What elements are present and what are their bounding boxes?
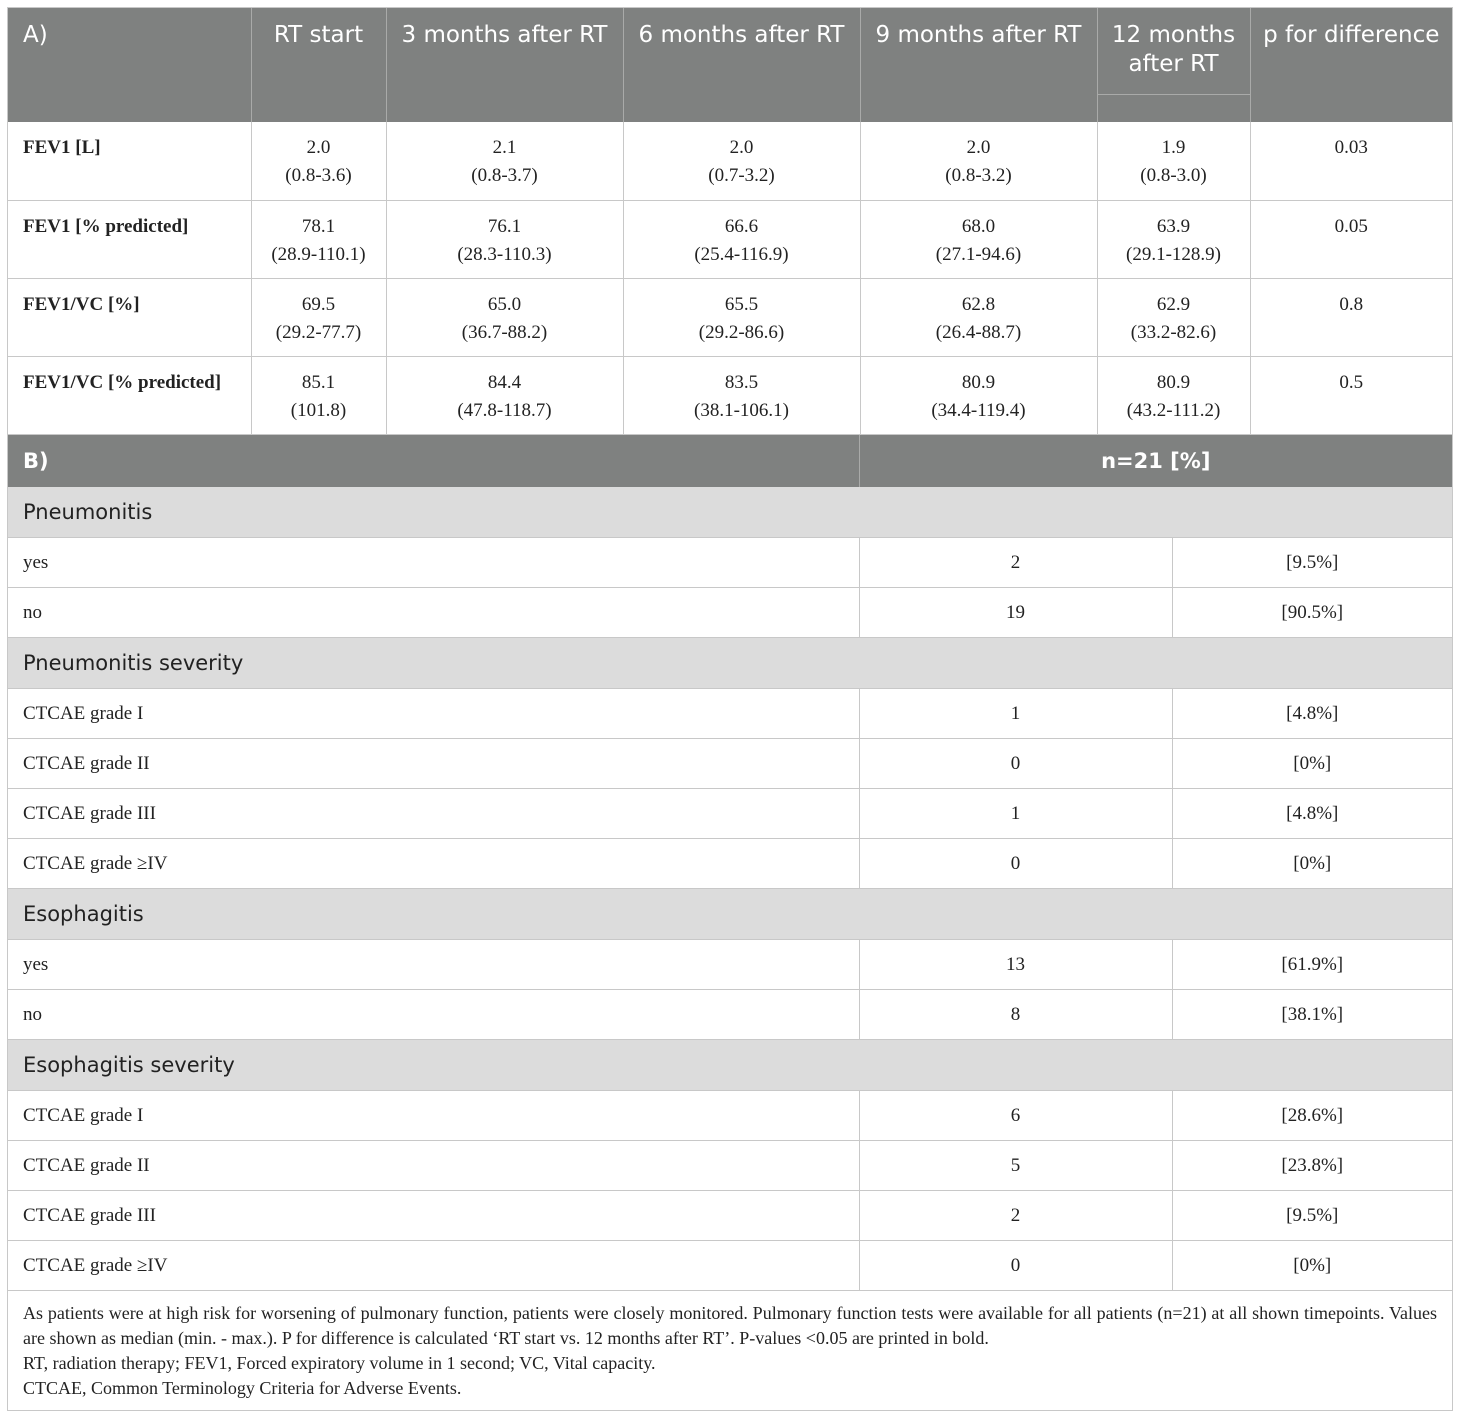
percent-cell: [38.1%]: [1172, 990, 1452, 1040]
table-row: [8, 356, 1452, 434]
range-value: (47.8-118.7): [457, 399, 552, 421]
section-title: Esophagitis severity: [8, 1040, 1452, 1091]
row-label: CTCAE grade ≥IV: [8, 1241, 859, 1291]
value-cell: [251, 356, 386, 434]
table-row: [8, 200, 1452, 278]
table-row: [8, 278, 1452, 356]
header-12-months-line2: after RT: [1128, 51, 1219, 77]
header-12-divider: [1098, 94, 1250, 95]
table-b-header-row: [8, 435, 1452, 487]
range-value: (28.3-110.3): [457, 243, 552, 265]
table-row: [8, 739, 1452, 789]
percent-cell: [0%]: [1172, 839, 1452, 889]
median-value: 66.6: [724, 215, 759, 237]
row-label: yes: [8, 940, 859, 990]
row-label: yes: [8, 538, 859, 588]
range-value: (0.8-3.0): [1140, 165, 1207, 186]
table-row: [8, 588, 1452, 638]
count-cell: 19: [859, 588, 1172, 638]
count-cell: 8: [859, 990, 1172, 1040]
median-value: 2.0: [729, 137, 754, 158]
table-row: [8, 1091, 1452, 1141]
median-value: 80.9: [1156, 371, 1191, 393]
value-cell: [251, 122, 386, 200]
range-value: (0.8-3.7): [471, 165, 538, 186]
value-cell: [386, 278, 623, 356]
value-cell: [623, 200, 860, 278]
range-value: (0.8-3.6): [285, 165, 352, 186]
table-row: [8, 538, 1452, 588]
adverse-events-table: [8, 435, 1452, 1292]
value-cell: [251, 200, 386, 278]
percent-cell: [23.8%]: [1172, 1141, 1452, 1191]
section-row-esophagitis: [8, 889, 1452, 940]
table-row: [8, 1191, 1452, 1241]
percent-cell: [4.8%]: [1172, 689, 1452, 739]
row-label: CTCAE grade I: [8, 689, 859, 739]
value-cell: [386, 200, 623, 278]
value-cell: [623, 278, 860, 356]
range-value: (29.1-128.9): [1126, 243, 1221, 265]
percent-cell: [90.5%]: [1172, 588, 1452, 638]
table-b-label-header: B): [8, 435, 859, 487]
section-title: Esophagitis: [8, 889, 1452, 940]
value-cell: [1097, 356, 1250, 434]
range-value: (38.1-106.1): [694, 399, 789, 421]
count-cell: 0: [859, 739, 1172, 789]
median-value: 68.0: [961, 215, 996, 237]
row-label: no: [8, 588, 859, 638]
range-value: (34.4-119.4): [931, 399, 1026, 421]
median-value: 2.0: [966, 137, 991, 158]
row-label: CTCAE grade III: [8, 1191, 859, 1241]
value-cell: [251, 278, 386, 356]
header-3-months: 3 months after RT: [386, 8, 623, 122]
table-row: [8, 940, 1452, 990]
section-row-pneumonitis: [8, 487, 1452, 538]
median-value: 2.1: [492, 137, 517, 158]
table-row: [8, 122, 1452, 200]
count-cell: 0: [859, 839, 1172, 889]
range-value: (25.4-116.9): [694, 243, 789, 265]
percent-cell: [9.5%]: [1172, 538, 1452, 588]
header-12-months: [1097, 8, 1250, 122]
section-row-pneumonitis-severity: [8, 638, 1452, 689]
median-value: 85.1: [301, 371, 336, 393]
percent-cell: [61.9%]: [1172, 940, 1452, 990]
count-cell: 2: [859, 1191, 1172, 1241]
table-a-header-row: [8, 8, 1452, 122]
count-cell: 5: [859, 1141, 1172, 1191]
range-value: (29.2-77.7): [275, 321, 362, 343]
median-value: 65.0: [487, 293, 522, 315]
header-rt-start: RT start: [251, 8, 386, 122]
section-title: Pneumonitis: [8, 487, 1452, 538]
table-a-label-header: A): [8, 8, 251, 122]
value-cell: [623, 122, 860, 200]
table-footnote: [8, 1291, 1452, 1401]
median-value: 62.8: [961, 293, 996, 315]
row-label: no: [8, 990, 859, 1040]
percent-cell: [9.5%]: [1172, 1191, 1452, 1241]
range-value: (33.2-82.6): [1130, 321, 1217, 343]
section-title: Pneumonitis severity: [8, 638, 1452, 689]
row-label: FEV1/VC [% predicted]: [8, 356, 251, 434]
value-cell: [860, 200, 1097, 278]
median-value: 2.0: [306, 137, 331, 158]
range-value: (36.7-88.2): [461, 321, 548, 343]
count-cell: 1: [859, 789, 1172, 839]
value-cell: [386, 356, 623, 434]
header-9-months: 9 months after RT: [860, 8, 1097, 122]
table-row: [8, 789, 1452, 839]
value-cell: [1097, 122, 1250, 200]
row-label: CTCAE grade II: [8, 739, 859, 789]
range-value: (101.8): [290, 399, 347, 421]
row-label: FEV1 [% predicted]: [8, 200, 251, 278]
value-cell: [1097, 200, 1250, 278]
count-cell: 1: [859, 689, 1172, 739]
percent-cell: [4.8%]: [1172, 789, 1452, 839]
row-label: CTCAE grade I: [8, 1091, 859, 1141]
median-value: 69.5: [301, 293, 336, 315]
row-label: CTCAE grade III: [8, 789, 859, 839]
count-cell: 6: [859, 1091, 1172, 1141]
range-value: (28.9-110.1): [271, 243, 366, 265]
table-row: [8, 689, 1452, 739]
range-value: (27.1-94.6): [935, 243, 1022, 265]
table-row: [8, 1141, 1452, 1191]
pulmonary-function-table: [8, 8, 1452, 435]
median-value: 76.1: [487, 215, 522, 237]
footnote-description: As patients were at high risk for worsening of pulmonary function, patients were closely monitored. Pulmonary function tests were available for all patients (n=21) at all shown timepoints. Values are shown as median (min. - max.). P for difference is calculated ‘RT start vs. 12 months after RT’. P-values <0.05 are printed in bold.: [23, 1303, 1437, 1348]
percent-cell: [0%]: [1172, 739, 1452, 789]
median-value: 65.5: [724, 293, 759, 315]
range-value: (0.8-3.2): [945, 165, 1012, 186]
percent-cell: [28.6%]: [1172, 1091, 1452, 1141]
header-12-months-line1: 12 months: [1111, 22, 1236, 48]
results-table-document: [7, 7, 1453, 1411]
count-cell: 2: [859, 538, 1172, 588]
median-value: 83.5: [724, 371, 759, 393]
value-cell: [623, 356, 860, 434]
footnote-abbreviations: RT, radiation therapy; FEV1, Forced expiratory volume in 1 second; VC, Vital capacity.: [23, 1353, 656, 1373]
range-value: (43.2-111.2): [1126, 399, 1221, 421]
table-row: [8, 990, 1452, 1040]
median-value: 1.9: [1161, 137, 1186, 158]
value-cell: [860, 122, 1097, 200]
row-label: CTCAE grade ≥IV: [8, 839, 859, 889]
median-value: 78.1: [301, 215, 336, 237]
header-p-difference: p for difference: [1250, 8, 1452, 122]
footnote-ctcae: CTCAE, Common Terminology Criteria for Adverse Events.: [23, 1378, 462, 1398]
p-value-cell: 0.5: [1250, 356, 1452, 434]
section-row-esophagitis-severity: [8, 1040, 1452, 1091]
table-b-n-header: n=21 [%]: [859, 435, 1452, 487]
count-cell: 13: [859, 940, 1172, 990]
row-label: FEV1/VC [%]: [8, 278, 251, 356]
range-value: (0.7-3.2): [708, 165, 775, 186]
median-value: 63.9: [1156, 215, 1191, 237]
p-value-cell: 0.8: [1250, 278, 1452, 356]
p-value-cell: 0.03: [1250, 122, 1452, 200]
value-cell: [860, 356, 1097, 434]
table-row: [8, 839, 1452, 889]
table-row: [8, 1241, 1452, 1291]
range-value: (29.2-86.6): [698, 321, 785, 343]
range-value: (26.4-88.7): [935, 321, 1022, 343]
header-6-months: 6 months after RT: [623, 8, 860, 122]
value-cell: [1097, 278, 1250, 356]
value-cell: [386, 122, 623, 200]
percent-cell: [0%]: [1172, 1241, 1452, 1291]
count-cell: 0: [859, 1241, 1172, 1291]
median-value: 80.9: [961, 371, 996, 393]
p-value-cell: 0.05: [1250, 200, 1452, 278]
row-label: FEV1 [L]: [8, 122, 251, 200]
median-value: 84.4: [487, 371, 522, 393]
median-value: 62.9: [1156, 293, 1191, 315]
row-label: CTCAE grade II: [8, 1141, 859, 1191]
value-cell: [860, 278, 1097, 356]
